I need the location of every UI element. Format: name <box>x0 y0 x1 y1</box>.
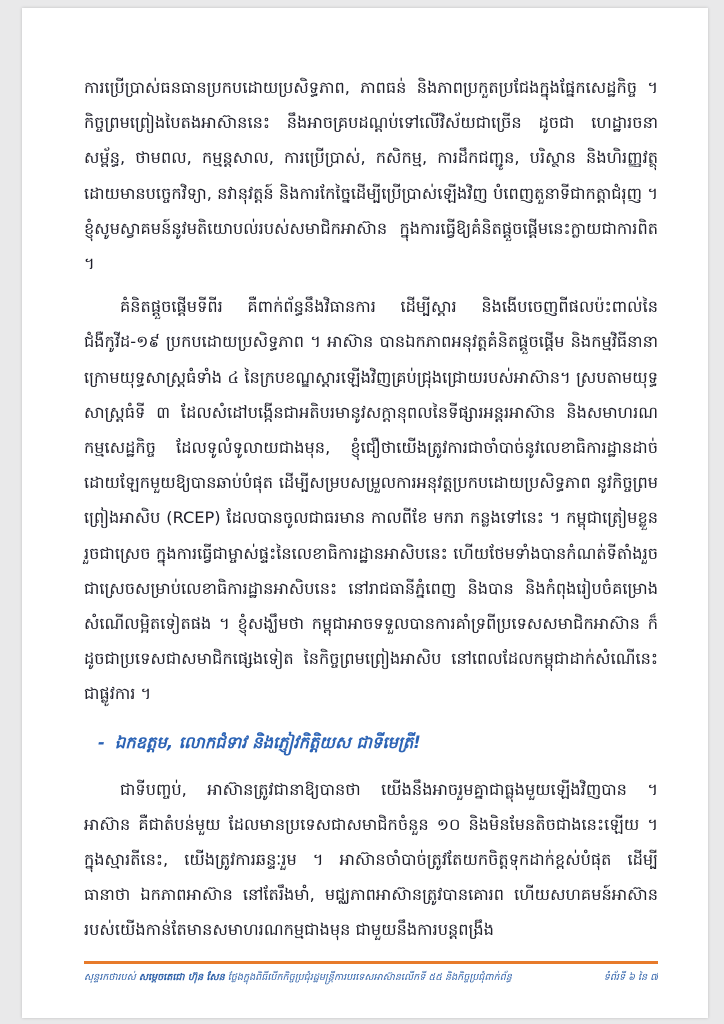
section-heading <box>98 726 658 760</box>
footer-caption <box>84 966 512 990</box>
page-footer <box>84 966 658 990</box>
document-body <box>84 70 658 948</box>
footer-speaker: សម្តេចតេជោ ហ៊ុន សែន <box>138 972 225 983</box>
footer-prefix: សុន្ទរកថារបស់ <box>84 972 136 983</box>
heading-text: ឯកឧត្តម, លោកជំទាវ និងភ្ញៀវកិត្តិយស ជាទីមេត្រី! <box>114 732 421 752</box>
body-paragraph: គំនិតផ្តួចផ្តើមទីពីរ គឺពាក់ព័ន្ធនឹងវិធានការ ដើម្បីស្តារ និងងើបចេញពីផលប៉ះពាល់នៃជំងឺកូវីដ-១៩ ប្រកបដោយប្រសិទ្ធភាព ។ អាស៊ាន បានឯកភាពអនុវត្តគំនិតផ្តួចផ្តើម និងកម្មវិធីនានា ក្រោមយុទ្ធសាស្ត្រធំទាំង ៤ នៃក្របខណ្ឌស្តារឡើងវិញគ្រប់ជ្រុងជ្រោយរបស់អាស៊ាន។ ស្របតាមយុទ្ធសាស្ត្រធំទី ៣ ដែលសំដៅបង្កើនជាអតិបរមានូវសក្តានុពលនៃទីផ្សារអន្តរអាស៊ាន និងសមាហរណកម្មសេដ្ឋកិច្ច ដែលទូលំទូលាយជាងមុន, ខ្ញុំជឿថាយើងត្រូវការជាចាំបាច់នូវលេខាធិការដ្ឋានដាច់ដោយឡែកមួយឱ្យបានឆាប់បំផុត ដើម្បីសម្របសម្រួលការអនុវត្តប្រកបដោយប្រសិទ្ធភាព នូវកិច្ចព្រមព្រៀងអាសិប (RCEP) ដែលបានចូលជាធរមាន កាលពីខែ មករា កន្លងទៅនេះ ។ កម្ពុជាត្រៀមខ្លួនរួចជាស្រេច ក្នុងការធ្វើជាម្ចាស់ផ្ទះនៃលេខាធិការដ្ឋានអាសិបនេះ ហើយថែមទាំងបានកំណត់ទីតាំងរួចជាស្រេចសម្រាប់លេខាធិការដ្ឋានអាសិបនេះ នៅរាជធានីភ្នំពេញ និងបាន និងកំពុងរៀបចំគម្រោងសំណើលម្អិតទៀតផង ។ ខ្ញុំសង្ឃឹមថា កម្ពុជាអាចទទួលបានការគាំទ្រពីប្រទេសសមាជិកអាស៊ាន ក៏ដូចជាប្រទេសជាសមាជិកផ្សេងទៀត នៃកិច្ចព្រមព្រៀងអាសិប នៅពេលដែលកម្ពុជាដាក់សំណើនេះជាផ្លូវការ ។ <box>84 297 658 704</box>
body-paragraph: ការប្រើប្រាស់ធនធានប្រកបដោយប្រសិទ្ធភាព, ភាពធន់ និងភាពប្រកួតប្រជែងក្នុងផ្នែកសេដ្ឋកិច្ច ។ កិច្ចព្រមព្រៀងបៃតងអាស៊ាននេះ នឹងអាចគ្របដណ្ដប់ទៅលើវិស័យជាច្រើន ដូចជា ហេដ្ឋារចនាសម្ព័ន្ធ, ថាមពល, កម្មន្តសាល, ការប្រើប្រាស់, កសិកម្ម, ការដឹកជញ្ជូន, បរិស្ថាន និងហិរញ្ញវត្ថុ ដោយមានបច្ចេកវិទ្យា, នវានុវត្តន៍ និងការកែច្នៃដើម្បីប្រើប្រាស់ឡើងវិញ បំពេញតួនាទីជាកត្តាជំរុញ ។ ខ្ញុំសូមស្វាគមន៍នូវមតិយោបល់របស់សមាជិកអាស៊ាន ក្នុងការធ្វើឱ្យគំនិតផ្តួចផ្តើមនេះក្លាយជាការពិត ។ <box>84 78 658 274</box>
footer-divider <box>84 961 658 964</box>
page-number: ទំព័រទី ៦ នៃ ៧ <box>603 972 658 983</box>
footer-description: ថ្លែងក្នុងពិធីបើកកិច្ចប្រជុំរដ្ឋមន្ត្រីការបរទេសអាស៊ានលើកទី ៥៥ និងកិច្ចប្រជុំពាក់ព័ន្ធ <box>227 972 512 983</box>
heading-dash: - <box>98 732 105 752</box>
body-paragraph: ជាទីបញ្ចប់, អាស៊ានត្រូវជានាឱ្យបានថា យើងនឹងអាចរួមគ្នាជាធ្លុងមួយឡើងវិញបាន ។ អាស៊ាន គឺជាតំបន់មួយ ដែលមានប្រទេសជាសមាជិកចំនួន ១០ និងមិនមែនតិចជាងនេះឡើយ ។ ក្នុងស្មារតីនេះ, យើងត្រូវការឆន្ទៈរួម ។ អាស៊ានចាំបាច់ត្រូវតែយកចិត្តទុកដាក់ខ្ពស់បំផុត ដើម្បីធានាថា ឯកភាពអាស៊ាន នៅតែរឹងមាំ, មជ្ឈភាពអាស៊ានត្រូវបានគោរព ហើយសហគមន៍អាស៊ានរបស់យើងកាន់តែមានសមាហរណកម្មជាងមុន ជាមួយនឹងការបន្តពង្រឹង <box>84 779 658 940</box>
document-page <box>22 8 708 1018</box>
